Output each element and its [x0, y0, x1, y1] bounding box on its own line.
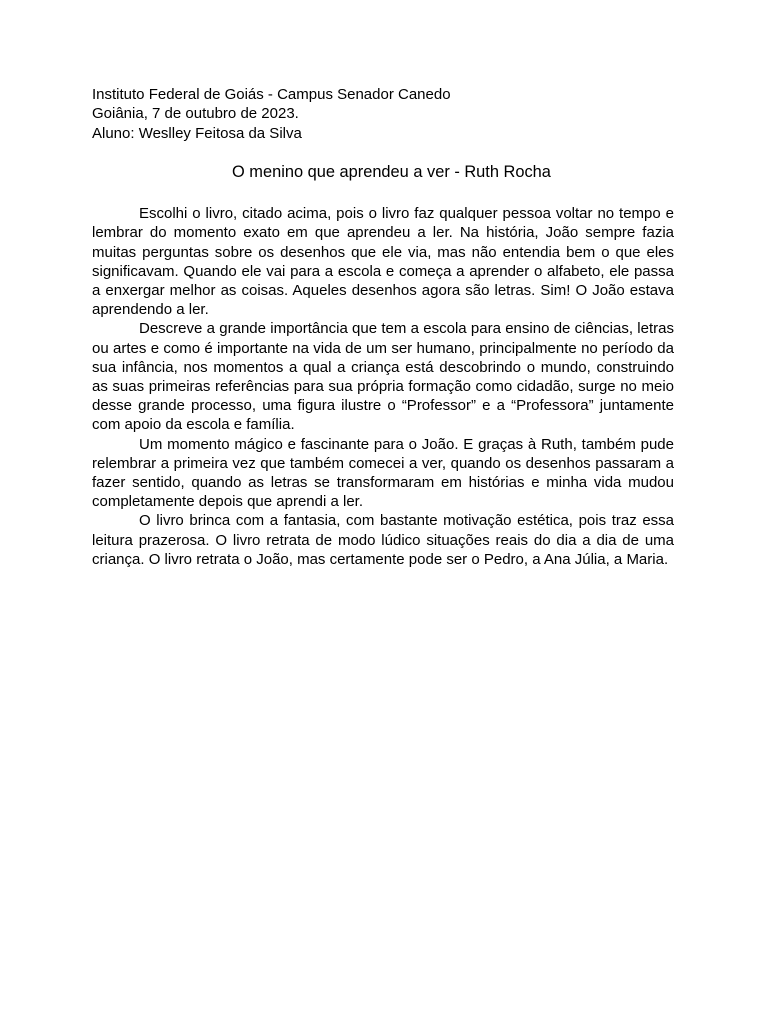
institution-line: Instituto Federal de Goiás - Campus Senador Canedo — [92, 86, 451, 103]
paragraph-1: Escolhi o livro, citado acima, pois o livro faz qualquer pessoa voltar no tempo e lembrar do momento exato em que aprendeu a ler. Na história, João sempre fazia muitas perguntas sobre os desenhos que ele via, mas não entendia bem o que eles significavam. Quando ele vai para a escola e começa a aprender o alfabeto, ele passa a enxergar melhor as coisas. Aqueles desenhos agora são letras. Sim! O João estava aprendendo a ler. — [92, 205, 674, 319]
essay-title: O menino que aprendeu a ver - Ruth Rocha — [232, 163, 551, 182]
paragraph-2: Descreve a grande importância que tem a escola para ensino de ciências, letras ou artes e como é importante na vida de um ser humano, principalmente no período da sua infância, nos momentos a qual a criança está descobrindo o mundo, construindo as suas primeiras referências para sua própria formação como cidadão, surge no meio desse grande processo, uma figura ilustre o “Professor” e a “Professora” juntamente com apoio da escola e família. — [92, 320, 674, 434]
essay-body — [92, 204, 674, 569]
document-page — [92, 85, 674, 569]
paragraph-3: Um momento mágico e fascinante para o João. E graças à Ruth, também pude relembrar a primeira vez que também comecei a ver, quando os desenhos passaram a fazer sentido, quando as letras se transformaram em histórias e minha vida mudou completamente depois que aprendi a ler. — [92, 435, 674, 511]
date-line: Goiânia, 7 de outubro de 2023. — [92, 105, 299, 123]
student-line: Aluno: Weslley Feitosa da Silva — [92, 124, 302, 142]
document-header — [92, 85, 674, 143]
paragraph-4: O livro brinca com a fantasia, com bastante motivação estética, pois traz essa leitura prazerosa. O livro retrata de modo lúdico situações reais do dia a dia de uma criança. O livro retrata o João, mas certamente pode ser o Pedro, a Ana Júlia, a Maria. — [92, 512, 674, 568]
